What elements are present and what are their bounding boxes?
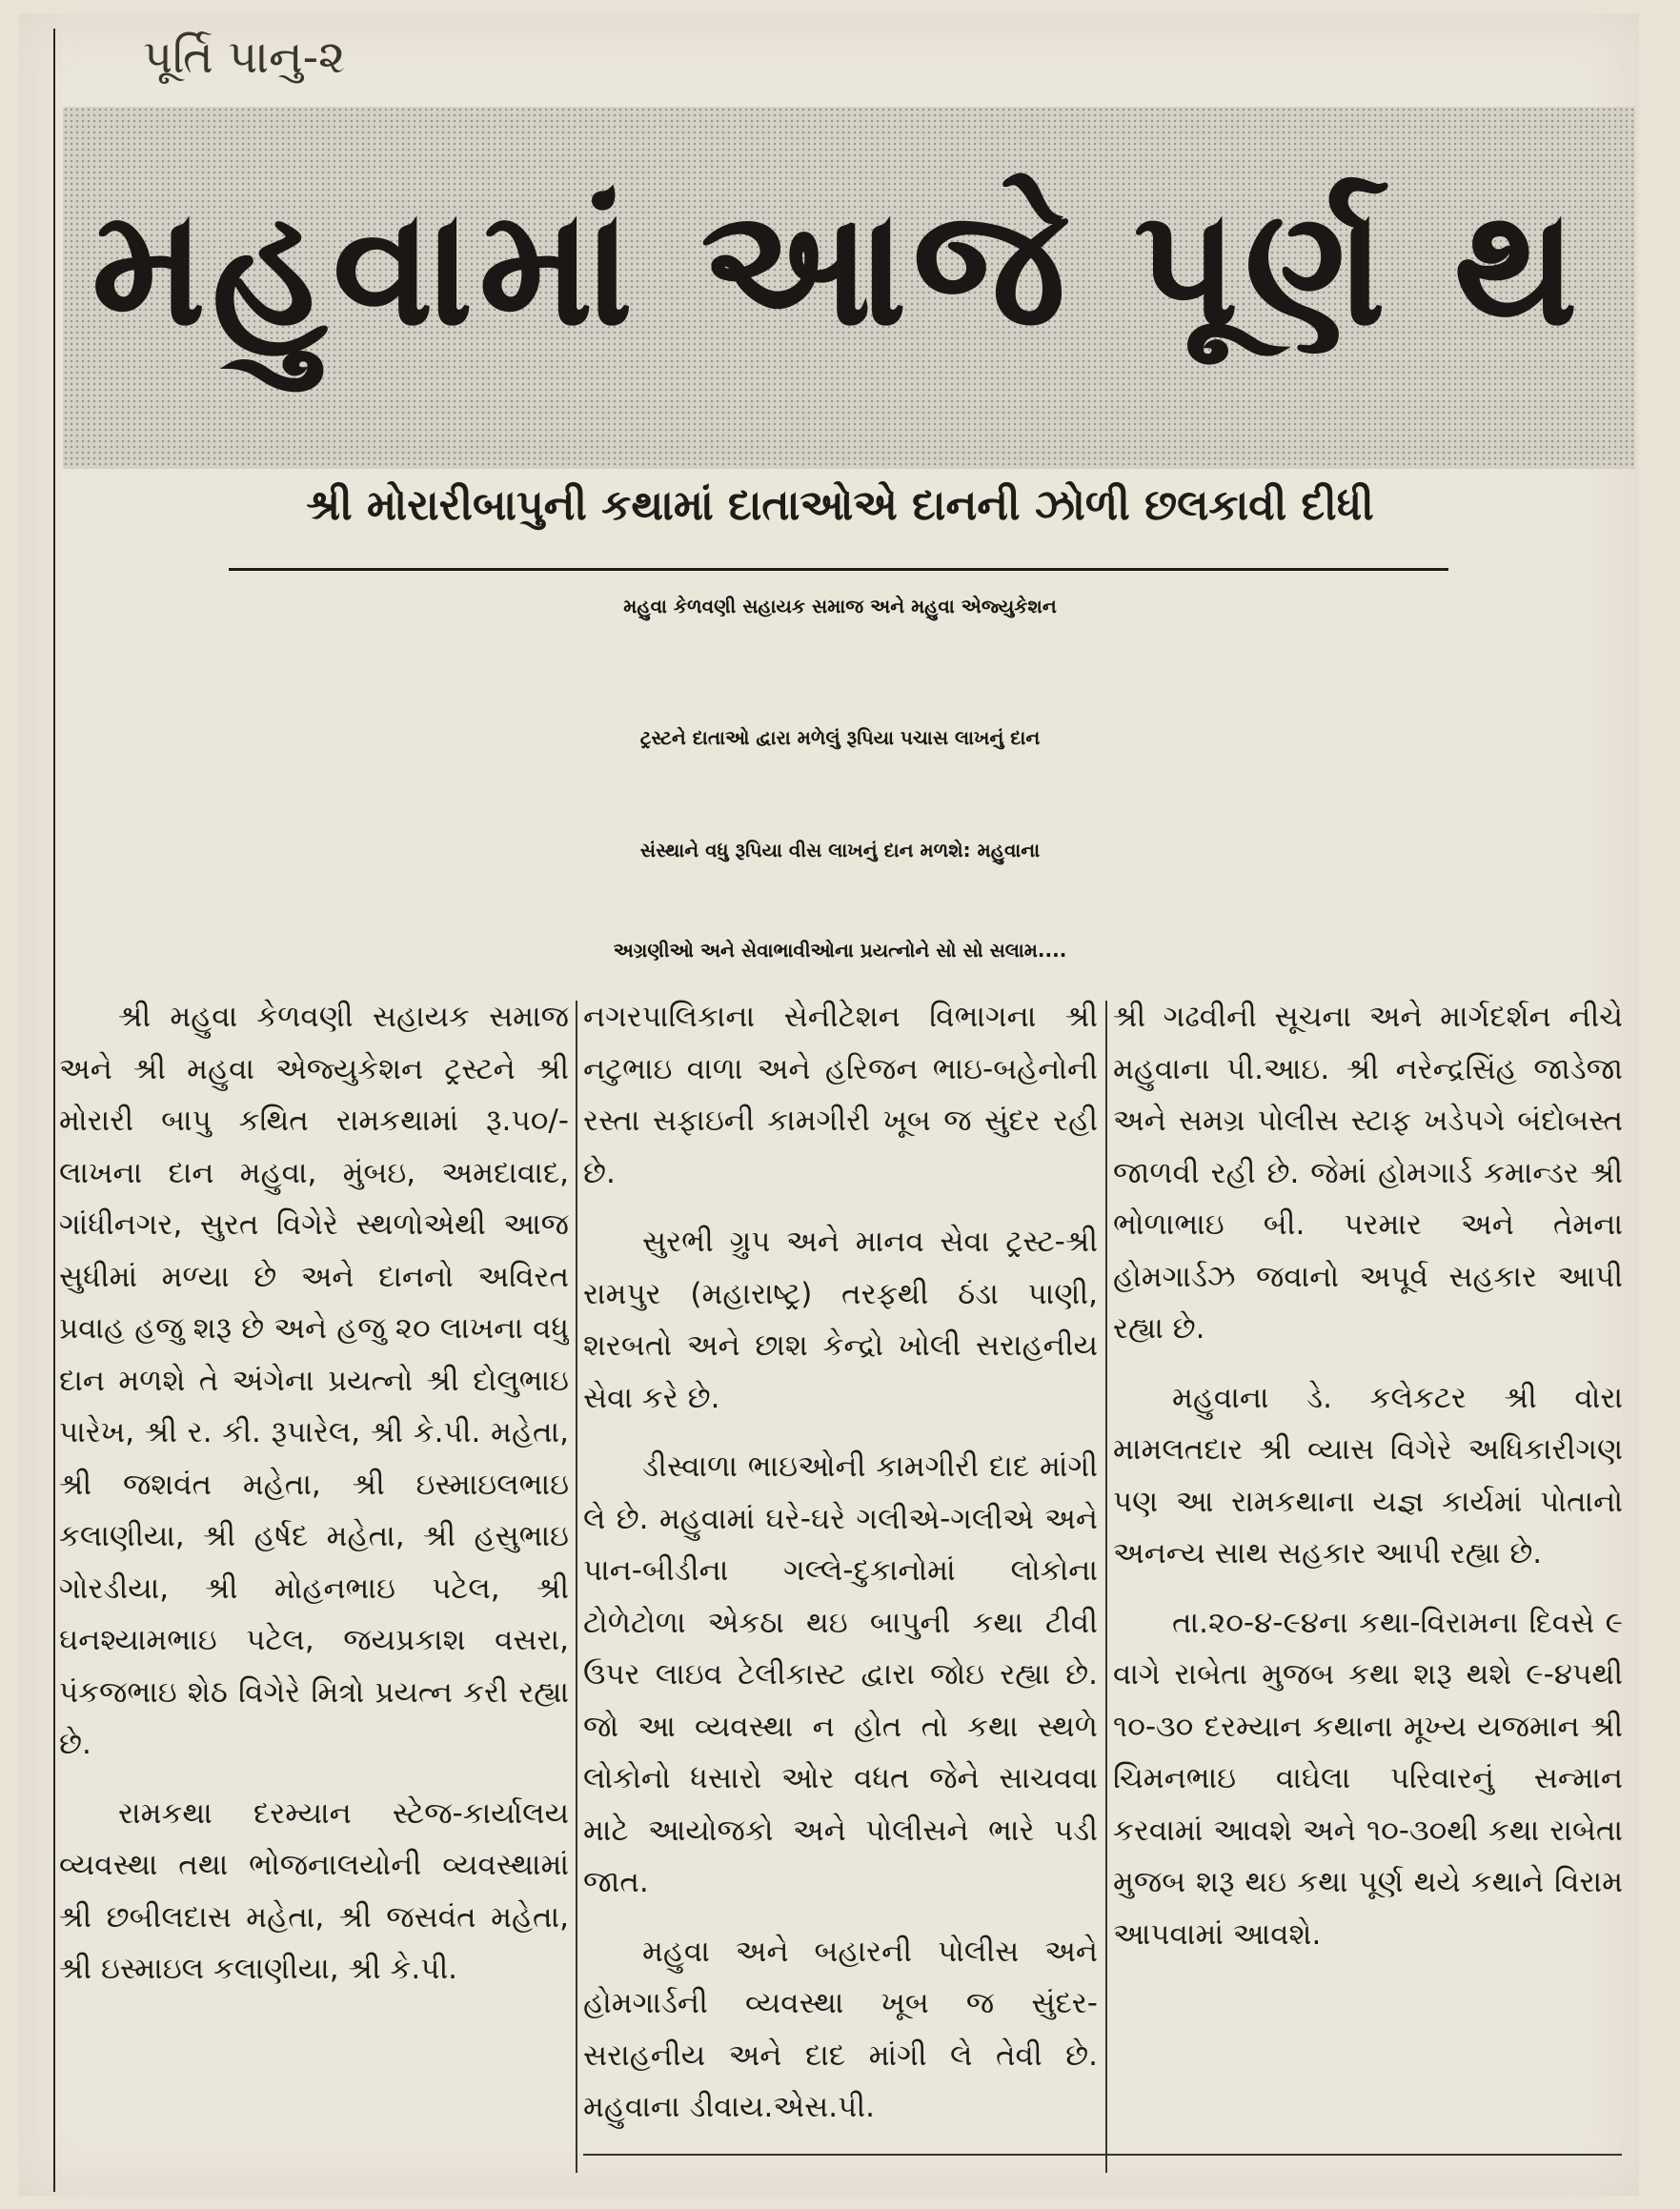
column-2-paragraph-1: નગરપાલિકાના સેનીટેશન વિભાગના શ્રી નટુભાઇ વાળા અને હરિજન ભાઇ-બહેનોની રસ્તા સફાઇની કામગીરી ખૂબ જ સુંદર રહી છે. bbox=[583, 1000, 1098, 1190]
kicker-underline bbox=[229, 568, 1448, 571]
banner-title: મહુવામાં આજે પૂર્ણ થ bbox=[91, 173, 1584, 362]
headline-line-2: ટ્રસ્ટને દાતાઓ દ્વારા મળેલું રૂપિયા પચાસ લાખનું દાન bbox=[639, 726, 1041, 749]
column-1-paragraph-2: રામકથા દરમ્યાન સ્ટેજ-કાર્યાલય વ્યવસ્થા તથા ભોજનાલયોની વ્યવસ્થામાં શ્રી છબીલદાસ મહેતા, શ્રી જસવંત મહેતા, શ્રી ઇસ્માઇલ કલાણીયા, શ્રી કે.પી. bbox=[59, 1795, 569, 1986]
subheadline-line-2: અગ્રણીઓ અને સેવાભાવીઓના પ્રયત્નોને સો સો સલામ.... bbox=[613, 939, 1067, 962]
page-tag: પૂર્તિ પાનુ-૨ bbox=[143, 30, 346, 84]
headline-banner bbox=[63, 107, 1635, 469]
article-column-2 bbox=[583, 991, 1098, 2173]
column-1-paragraph-1: શ્રી મહુવા કેળવણી સહાયક સમાજ અને શ્રી મહુવા એજ્યુકેશન ટ્રસ્ટને શ્રી મોરારી બાપુ કથિત રામકથામાં રૂ.૫૦/- લાખના દાન મહુવા, મુંબઇ, અમદાવાદ, ગાંધીનગર, સુરત વિગેરે સ્થળોએથી આજ સુધીમાં મળ્યા છે અને દાનનો અવિરત પ્રવાહ હજુ શરૂ છે અને હજુ ૨૦ લાખના વધુ દાન મળશે તે અંગેના પ્રયત્નો શ્રી દોલુભાઇ પારેખ, શ્રી ર. કી. રૂપારેલ, શ્રી કે.પી. મહેતા, શ્રી જશવંત મહેતા, શ્રી ઇસ્માઇલભાઇ કલાણીયા, શ્રી હર્ષદ મહેતા, શ્રી હસુભાઇ ગોરડીયા, શ્રી મોહનભાઇ પટેલ, શ્રી ઘનશ્યામભાઇ પટેલ, જયપ્રકાશ વસરા, પંકજભાઇ શેઠ વિગેરે મિત્રો પ્રયત્ન કરી રહ્યા છે. bbox=[59, 1000, 569, 1761]
column-2-paragraph-4: મહુવા અને બહારની પોલીસ અને હોમગાર્ડની વ્યવસ્થા ખૂબ જ સુંદર-સરાહનીય અને દાદ માંગી લે તેવી છે. મહુવાના ડીવાય.એસ.પી. bbox=[583, 1934, 1098, 2124]
column-3-paragraph-3: તા.૨૦-૪-૯૪ના કથા-વિરામના દિવસે ૯ વાગે રાબેતા મુજબ કથા શરૂ થશે ૯-૪૫થી ૧૦-૩૦ દરમ્યાન કથાના મૂખ્ય યજમાન શ્રી ચિમનભાઇ વાઘેલા પરિવારનું સન્માન કરવામાં આવશે અને ૧૦-૩૦થી કથા રાબેતા મુજબ શરૂ થઇ કથા પૂર્ણ થયે કથાને વિરામ આપવામાં આવશે. bbox=[1113, 1605, 1623, 1952]
article-column-3 bbox=[1113, 991, 1623, 2173]
column-2-paragraph-2: સુરભી ગ્રુપ અને માનવ સેવા ટ્રસ્ટ-શ્રી રામપુર (મહારાષ્ટ્ર) તરફથી ઠંડા પાણી, શરબતો અને છાશ કેન્દ્રો ખોલી સરાહનીય સેવા કરે છે. bbox=[583, 1225, 1098, 1415]
column-3-paragraph-2: મહુવાના ડે. કલેકટર શ્રી વોરા મામલતદાર શ્રી વ્યાસ વિગેરે અધિકારીગણ પણ આ રામકથાના યજ્ઞ કાર્યમાં પોતાનો અનન્ય સાથ સહકાર આપી રહ્યા છે. bbox=[1113, 1380, 1623, 1571]
headline-line-1: મહુવા કેળવણી સહાયક સમાજ અને મહુવા એજ્યુકેશન bbox=[623, 595, 1057, 618]
column-3-paragraph-1: શ્રી ગઢવીની સૂચના અને માર્ગદર્શન નીચે મહુવાના પી.આઇ. શ્રી નરેન્દ્રસિંહ જાડેજા અને સમગ્ર પોલીસ સ્ટાફ ખડેપગે બંદોબસ્ત જાળવી રહી છે. જેમાં હોમગાર્ડ કમાન્ડર શ્રી ભોળાભાઇ બી. પરમાર અને તેમના હોમગાર્ડઝ જવાનો અપૂર્વ સહકાર આપી રહ્યા છે. bbox=[1113, 1000, 1623, 1346]
kicker-line: શ્રી મોરારીબાપુની કથામાં દાતાઓએ દાનની ઝોળી છલકાવી દીધી bbox=[306, 481, 1374, 530]
column-divider bbox=[576, 1001, 577, 2173]
subheadline-line-1: સંસ્થાને વધુ રૂપિયા વીસ લાખનું દાન મળશે: મહુવાના bbox=[639, 839, 1041, 861]
article-column-1 bbox=[59, 991, 569, 2173]
margin-rule bbox=[53, 29, 55, 2192]
column-2-paragraph-3: ડીસ્વાળા ભાઇઓની કામગીરી દાદ માંગી લે છે. મહુવામાં ઘરે-ઘરે ગલીએ-ગલીએ અને પાન-બીડીના ગલ્લે-દુકાનોમાં લોકોના ટોળેટોળા એકઠા થઇ બાપુની કથા ટીવી ઉપર લાઇવ ટેલીકાસ્ટ દ્વારા જોઇ રહ્યા છે. જો આ વ્યવસ્થા ન હોત તો કથા સ્થળે લોકોનો ધસારો ઓર વધત જેને સાચવવા માટે આયોજકો અને પોલીસને ભારે પડી જાત. bbox=[583, 1449, 1098, 1899]
bottom-rule bbox=[583, 2154, 1622, 2156]
column-divider bbox=[1105, 1001, 1107, 2173]
